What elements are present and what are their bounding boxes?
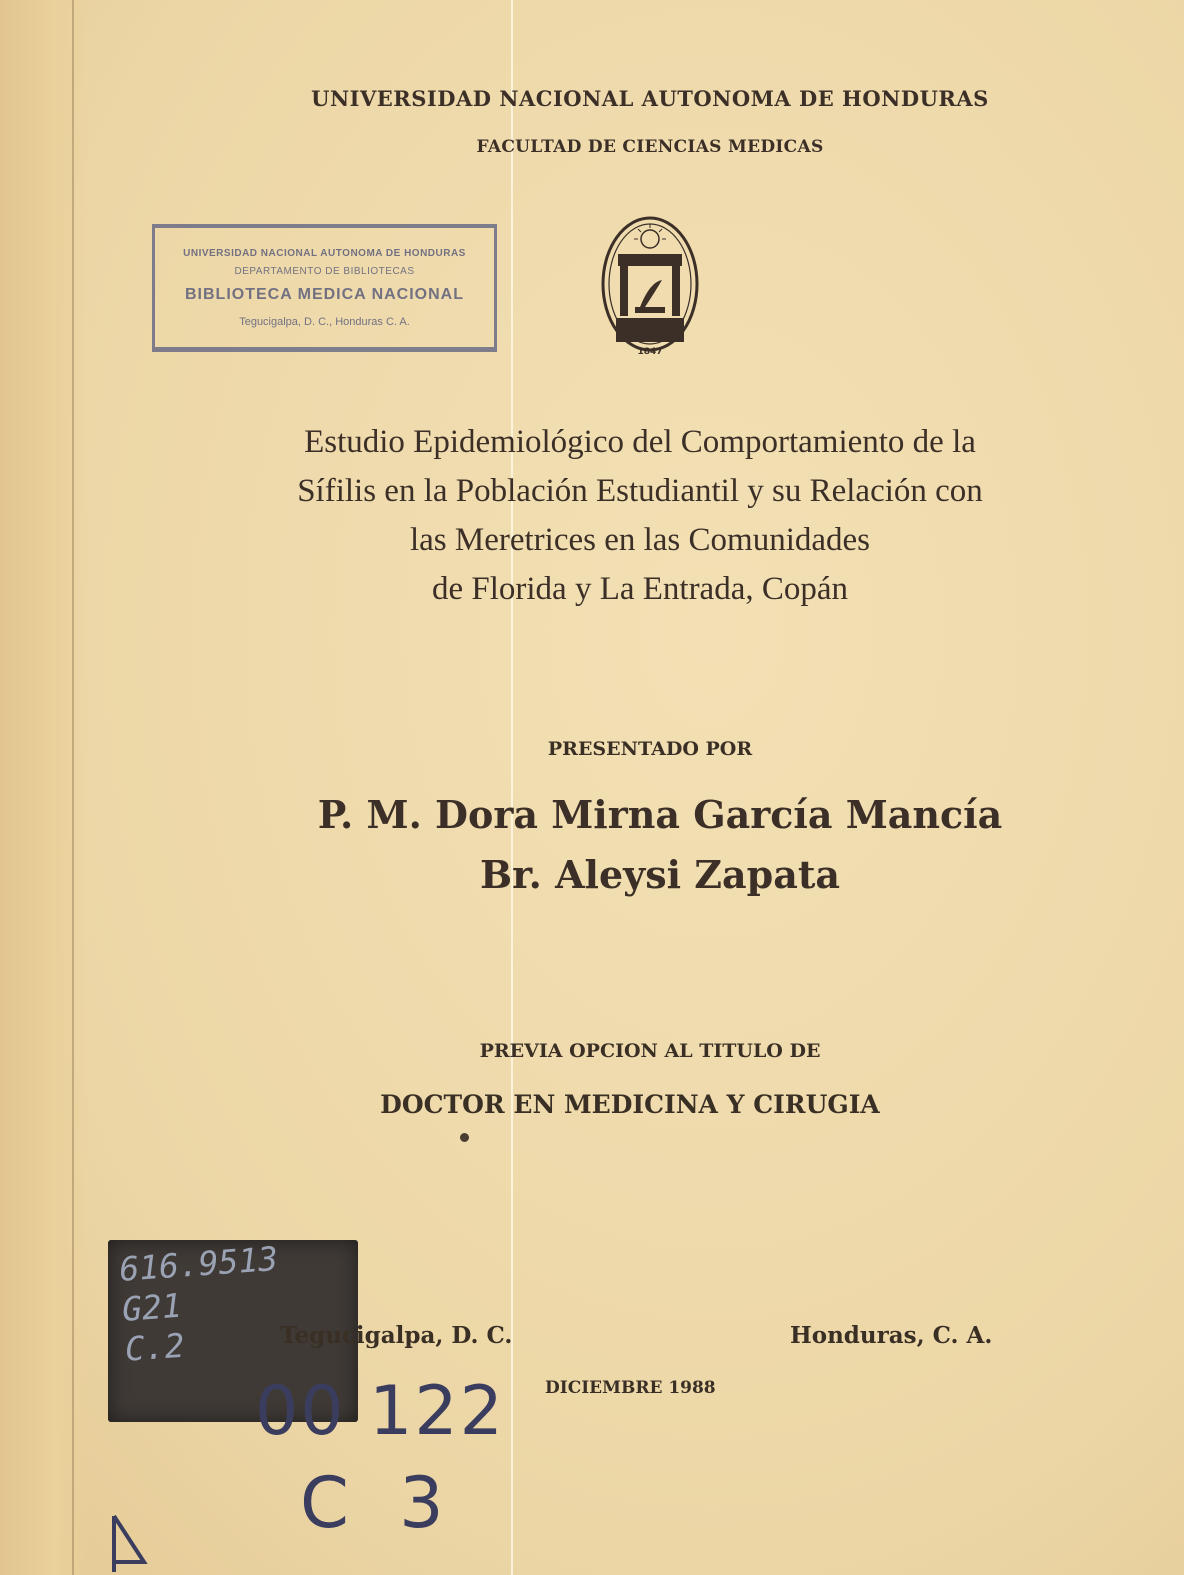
degree-title: DOCTOR EN MEDICINA Y CIRUGIA [380,1090,880,1119]
author-1: P. M. Dora Mirna García Mancía [317,792,1003,837]
stamp-line-1: UNIVERSIDAD NACIONAL AUTONOMA DE HONDURAS [183,248,466,259]
title-line-2: Sífilis en la Población Estudiantil y su Relación con [297,473,983,509]
stamp-line-3: BIBLIOTECA MEDICA NACIONAL [184,286,465,303]
university-name: UNIVERSIDAD NACIONAL AUTONOMA DE HONDURAS [311,86,989,111]
handwritten-copy: C 3 [300,1462,458,1544]
university-seal-icon [600,212,700,362]
call-number-line-3: C.2 [123,1325,186,1369]
thesis-title [260,418,1020,614]
call-number-text [118,1233,366,1369]
stamp-line-2: DEPARTAMENTO DE BIBLIOTECAS [234,266,415,277]
stamp-line-4: Tegucigalpa, D. C., Honduras C. A. [239,316,410,328]
call-number-line-1: 616.9513 [118,1238,280,1289]
date: DICIEMBRE 1988 [545,1378,716,1398]
degree-previa: PREVIA OPCION AL TITULO DE [479,1040,821,1062]
call-number-line-2: G21 [120,1285,183,1329]
binding-spine [0,0,90,1575]
arrow-mark-icon [110,1510,150,1575]
title-line-3: las Meretrices en las Comunidades [409,522,871,558]
handwritten-number: 00 122 [255,1372,505,1451]
title-line-1: Estudio Epidemiológico del Comportamiento de la [304,424,976,460]
ink-dot [460,1133,469,1142]
library-stamp [152,224,497,352]
country: Honduras, C. A. [790,1322,993,1349]
city: Tegucigalpa, D. C. [280,1322,513,1349]
author-2: Br. Aleysi Zapata [479,852,841,897]
faculty-name: FACULTAD DE CIENCIAS MEDICAS [476,137,824,157]
seal-year: 1847 [637,347,663,357]
presented-by-label: PRESENTADO POR [547,738,753,760]
title-line-4: de Florida y La Entrada, Copán [431,571,849,607]
spine-crease [72,0,74,1575]
